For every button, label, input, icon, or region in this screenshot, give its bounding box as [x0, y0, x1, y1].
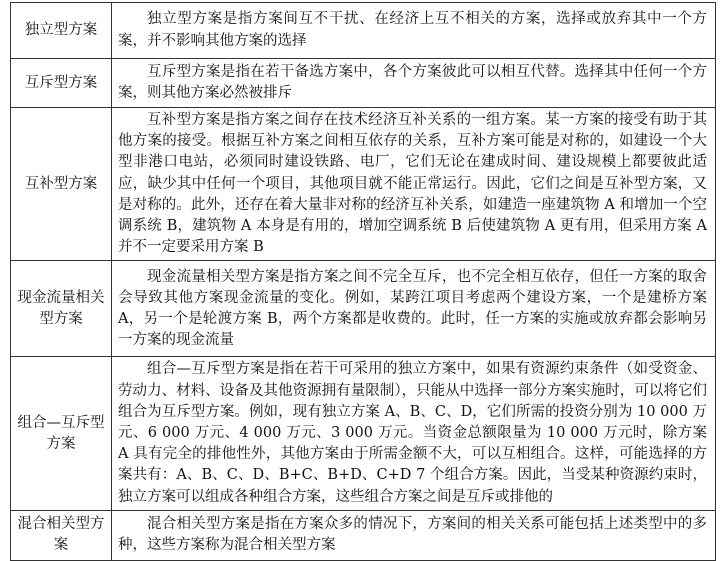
type-cell: 组合—互斥型方案	[11, 357, 112, 510]
plan-type-table	[10, 2, 716, 561]
table-row	[11, 59, 716, 108]
description-cell: 互斥型方案是指在若干备选方案中，各个方案彼此可以相互代替。选择其中任何一个方案，则其他方案必然被排斥	[112, 59, 716, 108]
table-row	[11, 3, 716, 59]
type-cell: 现金流量相关型方案	[11, 261, 112, 357]
type-cell: 互斥型方案	[11, 59, 112, 108]
description-cell: 组合—互斥型方案是指在若干可采用的独立方案中，如果有资源约束条件（如受资金、劳动力、材料、设备及其他资源拥有量限制），只能从中选择一部分方案实施时，可以将它们组合为互斥型方案。例如，现有独立方案 A、B、C、D，它们所需的投资分别为 10 000 万元、6 000 万元、4 000 万元、3 000 万元。当资金总额限量为 10 000 万元时，除方案 A 具有完全的排他性外，其他方案由于所需金额不大，可以互相组合。这样，可能选择的方案共有：A、B、C、D、B+C、B+D、C+D 7 个组合方案。因此，当受某种资源约束时，独立方案可以组成各种组合方案，这些组合方案之间是互斥或排他的	[112, 357, 716, 510]
type-cell: 独立型方案	[11, 3, 112, 59]
table-row	[11, 261, 716, 357]
type-cell: 互补型方案	[11, 108, 112, 261]
description-cell: 现金流量相关型方案是指方案之间不完全互斥，也不完全相互依存，但任一方案的取舍会导致其他方案现金流量的变化。例如，某跨江项目考虑两个建设方案，一个是建桥方案 A，另一个是轮渡方案 B，两个方案都是收费的。此时，任一方案的实施或放弃都会影响另一方案的现金流量	[112, 261, 716, 357]
description-cell: 独立型方案是指方案间互不干扰、在经济上互不相关的方案，选择或放弃其中一个方案，并不影响其他方案的选择	[112, 3, 716, 59]
table-row	[11, 357, 716, 510]
description-cell: 混合相关型方案是指在方案众多的情况下，方案间的相关关系可能包括上述类型中的多种，这些方案称为混合相关型方案	[112, 510, 716, 560]
table-row	[11, 108, 716, 261]
type-cell: 混合相关型方案	[11, 510, 112, 560]
description-cell: 互补型方案是指方案之间存在技术经济互补关系的一组方案。某一方案的接受有助于其他方案的接受。根据互补方案之间相互依存的关系，互补方案可能是对称的，如建设一个大型非港口电站，必须同时建设铁路、电厂，它们无论在建成时间、建设规模上都要彼此适应，缺少其中任何一个项目，其他项目就不能正常运行。因此，它们之间是互补型方案，又是对称的。此外，还存在着大量非对称的经济互补关系，如建造一座建筑物 A 和增加一个空调系统 B，建筑物 A 本身是有用的，增加空调系统 B 后使建筑物 A 更有用，但采用方案 A 并不一定要采用方案 B	[112, 108, 716, 261]
table-row	[11, 510, 716, 560]
